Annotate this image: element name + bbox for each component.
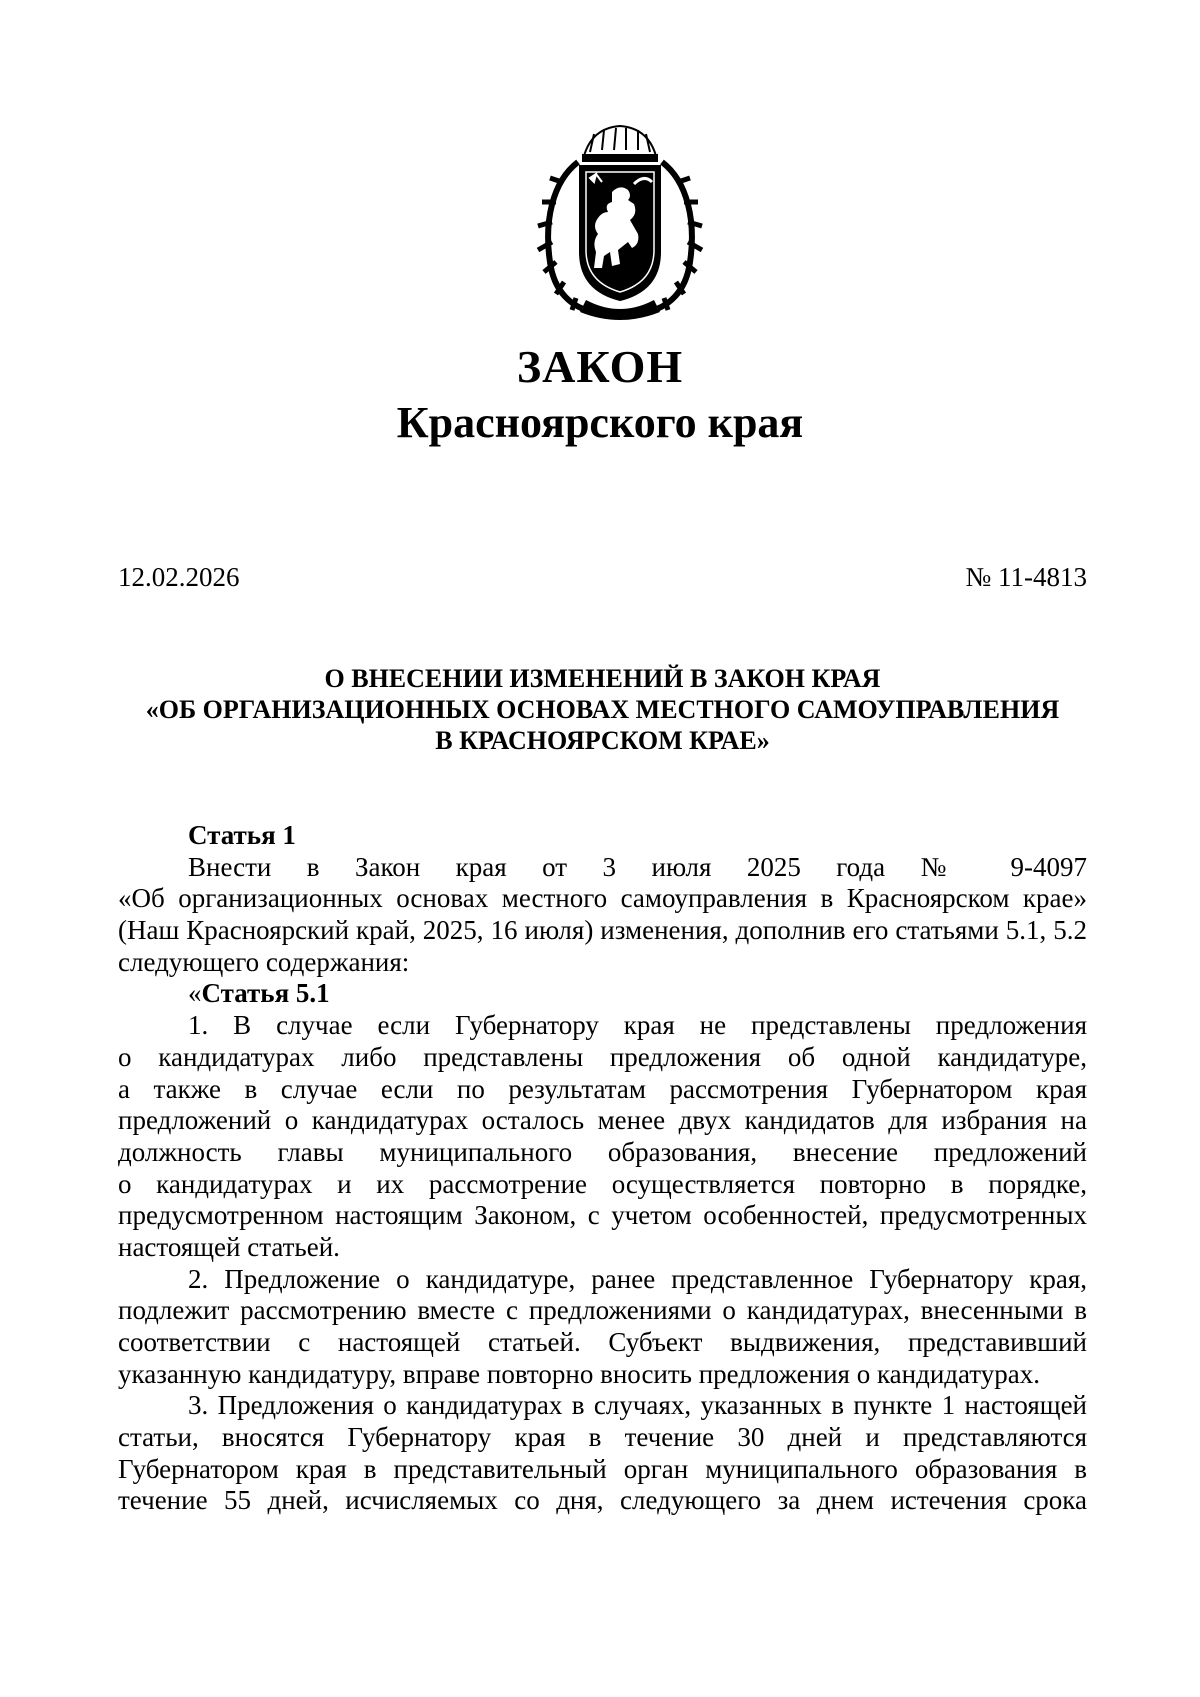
text-line: 1. В случае если Губернатору края не представлены предложения: [188, 1010, 1087, 1041]
law-subtitle: Красноярского края: [396, 398, 804, 447]
text-line: подлежит рассмотрению вместе с предложениями о кандидатурах, внесенными в: [118, 1295, 1087, 1326]
text-line: предложений о кандидатурах осталось менее двух кандидатов для избрания на: [118, 1105, 1087, 1136]
text-line: предусмотренном настоящим Законом, с учетом особенностей, предусмотренных: [118, 1200, 1087, 1231]
text-line: течение 55 дней, исчисляемых со дня, следующего за днем истечения срока: [118, 1485, 1087, 1516]
article-5-1-title: Статья 5.1: [201, 978, 330, 1009]
text-line: а также в случае если по результатам рассмотрения Губернатором края: [118, 1073, 1087, 1104]
heading-line: «ОБ ОРГАНИЗАЦИОННЫХ ОСНОВАХ МЕСТНОГО САМОУПРАВЛЕНИЯ: [145, 695, 1060, 724]
heading-line: В КРАСНОЯРСКОМ КРАЕ»: [435, 726, 770, 755]
text-line: Губернатором края в представительный орган муниципального образования в: [118, 1453, 1087, 1484]
article-5-1-heading: [118, 978, 1087, 1010]
text-line: 3. Предложения о кандидатурах в случаях, указанных в пункте 1 настоящей: [188, 1390, 1087, 1421]
text-line: указанную кандидатуру, вправе повторно вносить предложения о кандидатурах.: [118, 1358, 1040, 1389]
text-line: статьи, вносятся Губернатору края в течение 30 дней и представляются: [118, 1422, 1087, 1453]
text-line: о кандидатурах либо представлены предложения об одной кандидатуре,: [118, 1041, 1087, 1072]
law-heading: [118, 663, 1087, 756]
article-1-heading: Статья 1: [188, 820, 296, 850]
document-number: № 11-4813: [965, 562, 1087, 592]
text-line: о кандидатурах и их рассмотрение осуществляется повторно в порядке,: [118, 1168, 1087, 1199]
text-line: «Об организационных основах местного самоуправления в Красноярском крае»: [118, 883, 1087, 914]
document-date: 12.02.2026: [118, 562, 240, 592]
text-line: соответствии с настоящей статьей. Субъект выдвижения, представивший: [118, 1327, 1087, 1357]
document-body: [118, 820, 1087, 1517]
coat-of-arms-emblem: [532, 122, 708, 322]
opening-quote: «: [188, 978, 202, 1009]
text-line: Внести в Закон края от 3 июля 2025 года № 9-4097: [188, 851, 1087, 882]
text-line: настоящей статьей.: [118, 1231, 340, 1262]
text-line: следующего содержания:: [118, 946, 410, 977]
text-line: должность главы муниципального образования, внесение предложений: [118, 1136, 1087, 1167]
text-line: (Наш Красноярский край, 2025, 16 июля) изменения, дополнив его статьями 5.1, 5.2: [118, 915, 1087, 946]
law-title: ЗАКОН: [516, 341, 684, 392]
text-line: 2. Предложение о кандидатуре, ранее представленное Губернатору края,: [188, 1263, 1087, 1294]
heading-line: О ВНЕСЕНИИ ИЗМЕНЕНИЙ В ЗАКОН КРАЯ: [324, 664, 881, 693]
